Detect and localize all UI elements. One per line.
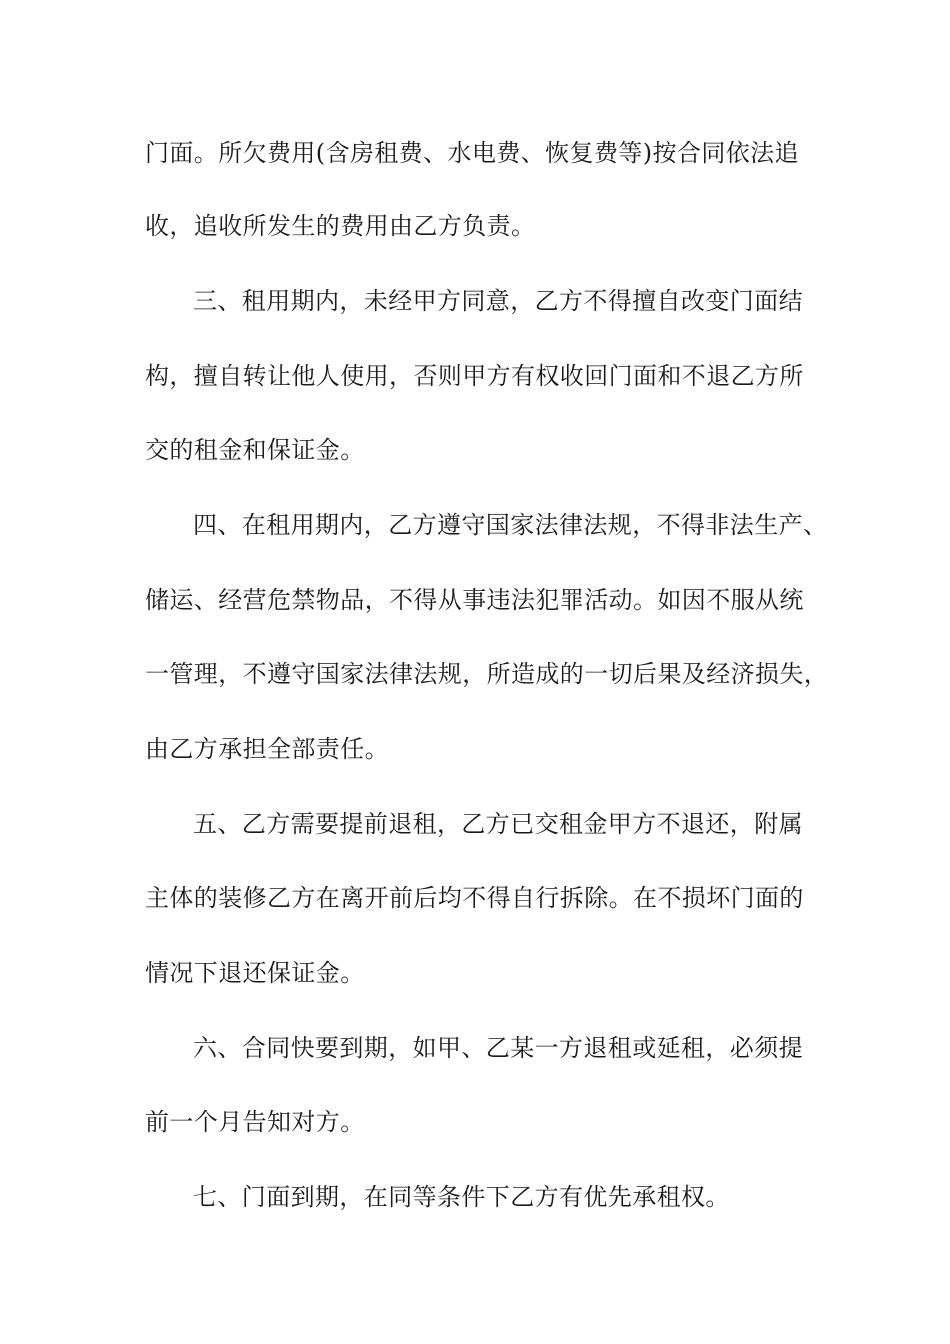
text-line: 前一个月告知对方。	[145, 1108, 365, 1136]
text-line: 情况下退还保证金。	[145, 959, 365, 987]
clause-7-start: 七、门面到期，在同等条件下乙方有优先承租权。	[193, 1183, 730, 1211]
text-line: 交的租金和保证金。	[145, 436, 365, 464]
clause-3-start: 三、租用期内，未经甲方同意，乙方不得擅自改变门面结	[193, 287, 803, 315]
text-line: 构，擅自转让他人使用，否则甲方有权收回门面和不退乙方所	[145, 362, 804, 390]
clause-4-start: 四、在租用期内，乙方遵守国家法律法规，不得非法生产、	[193, 511, 828, 539]
text-line: 一管理，不遵守国家法律法规，所造成的一切后果及经济损失，	[145, 660, 829, 688]
clause-6-start: 六、合同快要到期，如甲、乙某一方退租或延租，必须提	[193, 1034, 803, 1062]
text-line: 收，追收所发生的费用由乙方负责。	[145, 212, 536, 240]
clause-5-start: 五、乙方需要提前退租，乙方已交租金甲方不退还，附属	[193, 810, 803, 838]
text-line: 门面。所欠费用(含房租费、水电费、恢复费等)按合同依法追	[145, 139, 799, 167]
text-line: 主体的装修乙方在离开前后均不得自行拆除。在不损坏门面的	[145, 884, 804, 912]
text-line: 由乙方承担全部责任。	[145, 735, 389, 763]
text-line: 储运、经营危禁物品，不得从事违法犯罪活动。如因不服从统	[145, 586, 804, 614]
